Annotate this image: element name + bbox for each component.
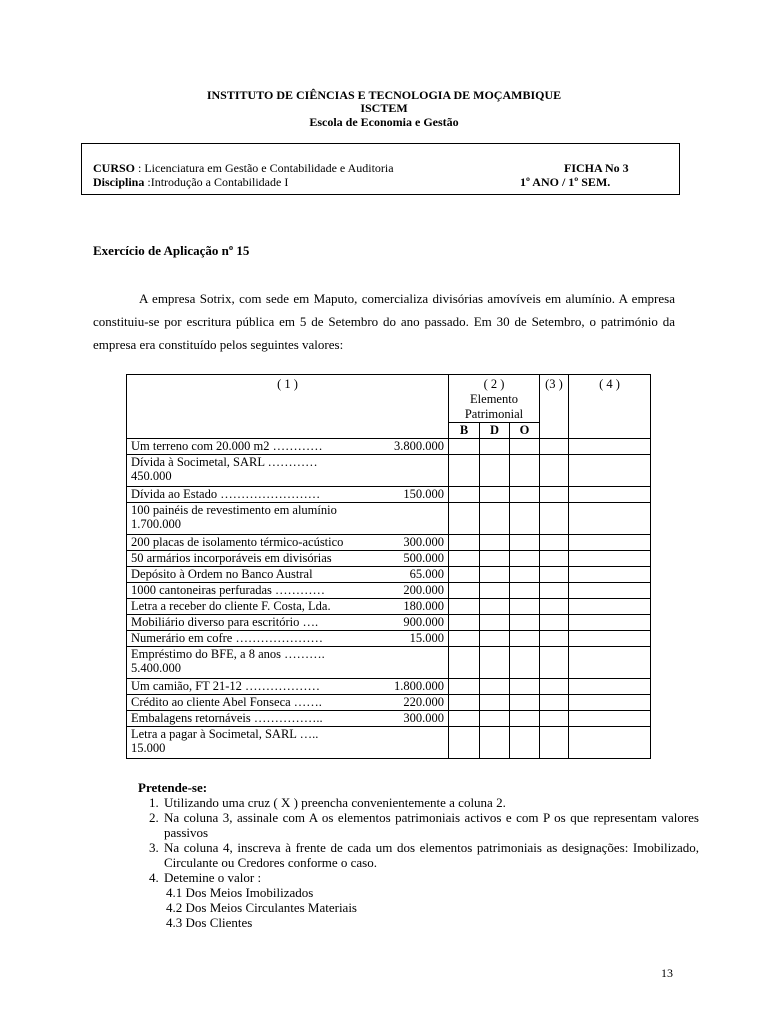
col4-cell[interactable] bbox=[569, 695, 651, 711]
tasks-list bbox=[138, 795, 699, 930]
item-label: Dívida ao Estado …………………… bbox=[131, 487, 321, 501]
col3-header: (3 ) bbox=[540, 375, 569, 439]
col-d-cell[interactable] bbox=[480, 647, 510, 679]
col-o-cell[interactable] bbox=[510, 679, 540, 695]
col-o-cell[interactable] bbox=[510, 695, 540, 711]
item-label: 200 placas de isolamento térmico-acústico bbox=[131, 535, 344, 549]
col3-cell[interactable] bbox=[540, 599, 569, 615]
item-description bbox=[127, 679, 449, 695]
col-o-cell[interactable] bbox=[510, 599, 540, 615]
col-b-cell[interactable] bbox=[449, 711, 480, 727]
item-value: 220.000 bbox=[403, 695, 444, 709]
col4-cell[interactable] bbox=[569, 487, 651, 503]
exercise-text: A empresa Sotrix, com sede em Maputo, comercializa divisórias amovíveis em alumínio. A empresa constituiu-se por escritura pública em 5 de Setembro do ano passado. Em 30 de Setembro, o património da empresa era constituído pelos seguintes valores: bbox=[93, 291, 675, 352]
item-label: Letra a pagar à Socimetal, SARL ….. bbox=[131, 727, 319, 741]
item-label: Crédito ao cliente Abel Fonseca ……. bbox=[131, 695, 322, 709]
institution-acronym: ISCTEM bbox=[360, 101, 408, 115]
item-value: 3.800.000 bbox=[394, 439, 444, 453]
col3-cell[interactable] bbox=[540, 711, 569, 727]
patrimony-table bbox=[126, 374, 651, 759]
curso-label: CURSO bbox=[93, 161, 136, 175]
item-value: 15.000 bbox=[409, 631, 444, 645]
item-value: 1.800.000 bbox=[394, 679, 444, 693]
item-value: 500.000 bbox=[403, 551, 444, 565]
col-o-cell[interactable] bbox=[510, 647, 540, 679]
item-label: 100 painéis de revestimento em alumínio bbox=[131, 503, 337, 517]
col3-cell[interactable] bbox=[540, 487, 569, 503]
task-item: 1. Utilizando uma cruz ( X ) preencha convenientemente a coluna 2. bbox=[162, 795, 699, 810]
col4-cell[interactable] bbox=[569, 647, 651, 679]
col-o-cell[interactable] bbox=[510, 455, 540, 487]
item-label: Numerário em cofre ………………… bbox=[131, 631, 323, 645]
item-description bbox=[127, 439, 449, 455]
table-row bbox=[127, 439, 651, 455]
col4-header: ( 4 ) bbox=[569, 375, 651, 439]
col-o-cell[interactable] bbox=[510, 439, 540, 455]
col2-header-cell bbox=[449, 375, 540, 423]
task-subitem: 4.1 Dos Meios Imobilizados bbox=[166, 885, 314, 900]
col-o-cell[interactable] bbox=[510, 631, 540, 647]
item-value: 300.000 bbox=[403, 535, 444, 549]
col4-cell[interactable] bbox=[569, 599, 651, 615]
col-b-cell[interactable] bbox=[449, 487, 480, 503]
col4-cell[interactable] bbox=[569, 615, 651, 631]
col3-cell[interactable] bbox=[540, 695, 569, 711]
col2-o: O bbox=[510, 423, 540, 439]
year-semester: 1º ANO / 1º SEM. bbox=[520, 175, 611, 189]
curso-value: : Licenciatura em Gestão e Contabilidade e Auditoria bbox=[135, 161, 394, 175]
item-label: Mobiliário diverso para escritório …. bbox=[131, 615, 319, 629]
col4-cell[interactable] bbox=[569, 455, 651, 487]
table-row bbox=[127, 695, 651, 711]
task-item-text: 4. Detemine o valor : bbox=[164, 870, 262, 885]
col2-d: D bbox=[480, 423, 510, 439]
col-d-cell[interactable] bbox=[480, 567, 510, 583]
exercise-title: Exercício de Aplicação nº 15 bbox=[93, 243, 250, 258]
item-description bbox=[127, 487, 449, 503]
col4-cell[interactable] bbox=[569, 679, 651, 695]
col3-cell[interactable] bbox=[540, 503, 569, 535]
item-description bbox=[127, 695, 449, 711]
page-number: 13 bbox=[661, 966, 673, 980]
col4-cell[interactable] bbox=[569, 567, 651, 583]
col-d-cell[interactable] bbox=[480, 551, 510, 567]
col2-header: ( 2 ) bbox=[483, 377, 505, 391]
col4-cell[interactable] bbox=[569, 727, 651, 759]
item-description bbox=[127, 727, 449, 759]
col-d-cell[interactable] bbox=[480, 487, 510, 503]
item-label: 1000 cantoneiras perfuradas ………… bbox=[131, 583, 326, 597]
table-row bbox=[127, 535, 651, 551]
table-row bbox=[127, 567, 651, 583]
col3-cell[interactable] bbox=[540, 551, 569, 567]
col-o-cell[interactable] bbox=[510, 711, 540, 727]
col-o-cell[interactable] bbox=[510, 535, 540, 551]
col-d-cell[interactable] bbox=[480, 695, 510, 711]
item-description bbox=[127, 599, 449, 615]
col-b-cell[interactable] bbox=[449, 599, 480, 615]
col-d-cell[interactable] bbox=[480, 583, 510, 599]
course-info-box bbox=[81, 143, 680, 195]
item-description bbox=[127, 583, 449, 599]
col3-cell[interactable] bbox=[540, 615, 569, 631]
table-row bbox=[127, 583, 651, 599]
item-description bbox=[127, 503, 449, 535]
col3-cell[interactable] bbox=[540, 583, 569, 599]
institution-title: INSTITUTO DE CIÊNCIAS E TECNOLOGIA DE MOÇAMBIQUE bbox=[206, 88, 562, 102]
table-row bbox=[127, 599, 651, 615]
col-b-cell[interactable] bbox=[449, 455, 480, 487]
item-label: Um terreno com 20.000 m2 ………… bbox=[131, 439, 323, 453]
col4-cell[interactable] bbox=[569, 535, 651, 551]
col4-cell[interactable] bbox=[569, 583, 651, 599]
item-label: Empréstimo do BFE, a 8 anos ………. bbox=[131, 647, 325, 661]
col1-header: ( 1 ) bbox=[127, 375, 449, 439]
col-o-cell[interactable] bbox=[510, 503, 540, 535]
item-value: 65.000 bbox=[409, 567, 444, 581]
tasks-heading: Pretende-se: bbox=[138, 780, 208, 795]
col-b-cell[interactable] bbox=[449, 535, 480, 551]
col-o-cell[interactable] bbox=[510, 551, 540, 567]
table-row bbox=[127, 455, 651, 487]
col3-cell[interactable] bbox=[540, 439, 569, 455]
col-b-cell[interactable] bbox=[449, 679, 480, 695]
item-description bbox=[127, 647, 449, 679]
item-value: 300.000 bbox=[403, 711, 444, 725]
task-subitem: 4.2 Dos Meios Circulantes Materiais bbox=[166, 900, 357, 915]
task-item: 3. Na coluna 4, inscreva à frente de cada um dos elementos patrimoniais as designações: Imobilizado, Circulante ou Credores conforme o caso. bbox=[162, 840, 699, 870]
item-value: 150.000 bbox=[403, 487, 444, 501]
item-value: 200.000 bbox=[403, 583, 444, 597]
disciplina-value: :Introdução a Contabilidade I bbox=[144, 175, 289, 189]
item-label: Embalagens retornáveis …………….. bbox=[131, 711, 323, 725]
item-label: 50 armários incorporáveis em divisórias bbox=[131, 551, 332, 565]
col-b-cell[interactable] bbox=[449, 567, 480, 583]
col-d-cell[interactable] bbox=[480, 711, 510, 727]
col2-b: B bbox=[449, 423, 480, 439]
curso-line bbox=[93, 161, 394, 176]
col-b-cell[interactable] bbox=[449, 503, 480, 535]
item-description bbox=[127, 535, 449, 551]
col2-subtitle: Elemento Patrimonial bbox=[464, 392, 524, 421]
col-d-cell[interactable] bbox=[480, 503, 510, 535]
task-item: 2. Na coluna 3, assinale com A os elementos patrimoniais activos e com P os que representam valores passivos bbox=[162, 810, 699, 840]
item-label: Depósito à Ordem no Banco Austral bbox=[131, 567, 313, 581]
task-item bbox=[162, 870, 699, 930]
col-b-cell[interactable] bbox=[449, 647, 480, 679]
col3-cell[interactable] bbox=[540, 727, 569, 759]
item-description bbox=[127, 455, 449, 487]
col3-cell[interactable] bbox=[540, 679, 569, 695]
table-row bbox=[127, 631, 651, 647]
table-row bbox=[127, 615, 651, 631]
col4-cell[interactable] bbox=[569, 439, 651, 455]
col3-cell[interactable] bbox=[540, 567, 569, 583]
item-value: 450.000 bbox=[131, 469, 172, 483]
col4-cell[interactable] bbox=[569, 503, 651, 535]
table-row bbox=[127, 551, 651, 567]
col-b-cell[interactable] bbox=[449, 439, 480, 455]
col4-cell[interactable] bbox=[569, 631, 651, 647]
col-b-cell[interactable] bbox=[449, 695, 480, 711]
col3-cell[interactable] bbox=[540, 631, 569, 647]
disciplina-label: Disciplina bbox=[93, 175, 145, 189]
col-o-cell[interactable] bbox=[510, 583, 540, 599]
col-d-cell[interactable] bbox=[480, 535, 510, 551]
item-value: 900.000 bbox=[403, 615, 444, 629]
item-label: Dívida à Socimetal, SARL ………… bbox=[131, 455, 318, 469]
item-value: 1.700.000 bbox=[131, 517, 181, 531]
item-description bbox=[127, 631, 449, 647]
table-row bbox=[127, 727, 651, 759]
col-b-cell[interactable] bbox=[449, 631, 480, 647]
table-row bbox=[127, 503, 651, 535]
school-name: Escola de Economia e Gestão bbox=[309, 115, 459, 129]
disciplina-line bbox=[93, 175, 288, 190]
col-d-cell[interactable] bbox=[480, 631, 510, 647]
item-description bbox=[127, 567, 449, 583]
col-d-cell[interactable] bbox=[480, 599, 510, 615]
item-description bbox=[127, 615, 449, 631]
col3-cell[interactable] bbox=[540, 455, 569, 487]
col-d-cell[interactable] bbox=[480, 727, 510, 759]
col3-cell[interactable] bbox=[540, 535, 569, 551]
col-b-cell[interactable] bbox=[449, 583, 480, 599]
col3-cell[interactable] bbox=[540, 647, 569, 679]
exercise-paragraph bbox=[93, 287, 675, 356]
col-d-cell[interactable] bbox=[480, 439, 510, 455]
item-label: Um camião, FT 21-12 ……………… bbox=[131, 679, 320, 693]
item-value: 180.000 bbox=[403, 599, 444, 613]
col-o-cell[interactable] bbox=[510, 727, 540, 759]
col-b-cell[interactable] bbox=[449, 551, 480, 567]
ficha-number: FICHA No 3 bbox=[564, 161, 629, 175]
item-label: Letra a receber do cliente F. Costa, Lda. bbox=[131, 599, 331, 613]
col-o-cell[interactable] bbox=[510, 487, 540, 503]
table-row bbox=[127, 679, 651, 695]
table-row bbox=[127, 711, 651, 727]
col-o-cell[interactable] bbox=[510, 567, 540, 583]
col4-cell[interactable] bbox=[569, 551, 651, 567]
task-subitem: 4.3 Dos Clientes bbox=[166, 915, 253, 930]
col-d-cell[interactable] bbox=[480, 679, 510, 695]
col-d-cell[interactable] bbox=[480, 455, 510, 487]
item-description bbox=[127, 711, 449, 727]
item-value: 5.400.000 bbox=[131, 661, 181, 675]
item-value: 15.000 bbox=[131, 741, 166, 755]
col4-cell[interactable] bbox=[569, 711, 651, 727]
item-description bbox=[127, 551, 449, 567]
col-d-cell[interactable] bbox=[480, 615, 510, 631]
table-row bbox=[127, 647, 651, 679]
col-b-cell[interactable] bbox=[449, 615, 480, 631]
col-b-cell[interactable] bbox=[449, 727, 480, 759]
col-o-cell[interactable] bbox=[510, 615, 540, 631]
table-row bbox=[127, 487, 651, 503]
